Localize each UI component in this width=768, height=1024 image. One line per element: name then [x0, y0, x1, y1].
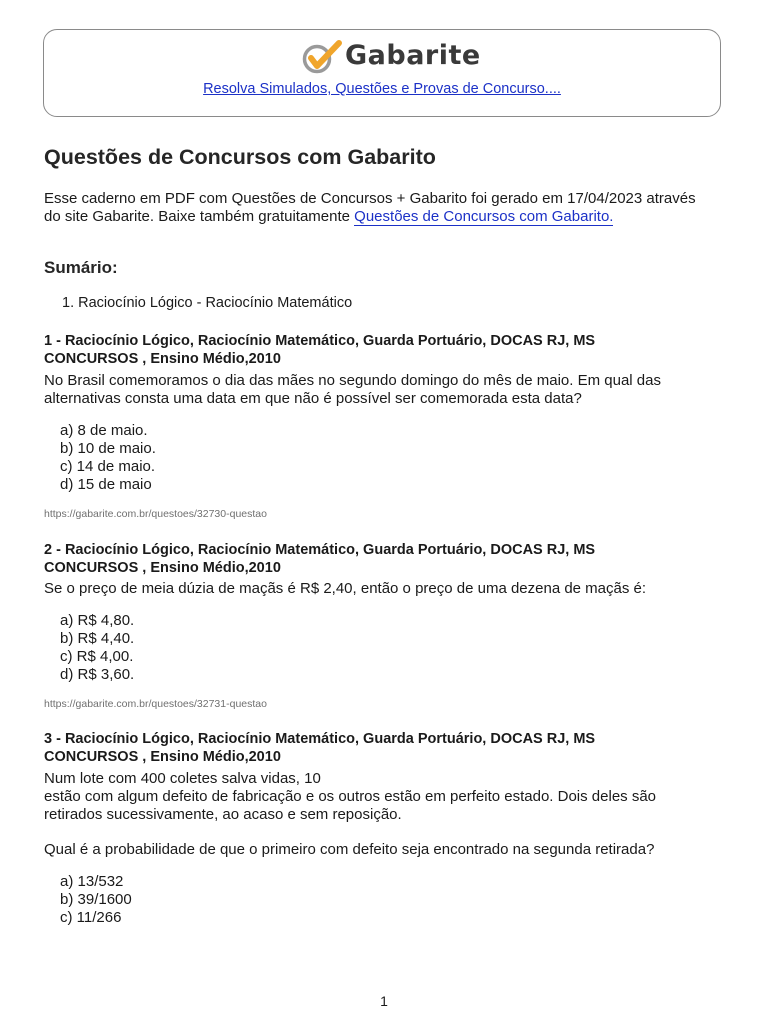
- question-3-text: [44, 770, 724, 824]
- page-number: 1: [380, 993, 388, 1009]
- question-header-line: CONCURSOS , Ensino Médio,2010: [44, 749, 281, 765]
- option-c[interactable]: c) 14 de maio.: [60, 458, 156, 475]
- question-3-options: [60, 873, 132, 927]
- question-2-header: [44, 541, 684, 577]
- option-a[interactable]: a) R$ 4,80.: [60, 612, 135, 629]
- header-box: [43, 29, 721, 117]
- question-header-line: CONCURSOS , Ensino Médio,2010: [44, 560, 281, 576]
- option-c[interactable]: c) R$ 4,00.: [60, 648, 134, 665]
- question-text-line: Qual é a probabilidade de que o primeiro com defeito seja encontrado na segunda retirada?: [44, 841, 655, 858]
- gabarite-logo[interactable]: [302, 39, 481, 75]
- question-text-line: retirados sucessivamente, ao acaso e sem reposição.: [44, 806, 402, 823]
- logo-text: Gabarite: [345, 40, 481, 71]
- question-text-line: Num lote com 400 coletes salva vidas, 10: [44, 770, 321, 787]
- question-1-text: [44, 372, 724, 408]
- option-b[interactable]: b) R$ 4,40.: [60, 630, 135, 647]
- option-a[interactable]: a) 8 de maio.: [60, 422, 148, 439]
- question-header-line: CONCURSOS , Ensino Médio,2010: [44, 351, 281, 367]
- question-text-line: estão com algum defeito de fabricação e os outros estão em perfeito estado. Dois deles são: [44, 788, 657, 805]
- header-link[interactable]: Resolva Simulados, Questões e Provas de Concurso....: [203, 81, 561, 97]
- summary-item[interactable]: 1. Raciocínio Lógico - Raciocínio Matemático: [62, 295, 353, 311]
- option-b[interactable]: b) 39/1600: [60, 891, 132, 908]
- option-d[interactable]: d) R$ 3,60.: [60, 666, 135, 683]
- question-3-header: [44, 730, 684, 766]
- intro-link[interactable]: Questões de Concursos com Gabarito.: [354, 208, 614, 225]
- option-b[interactable]: b) 10 de maio.: [60, 440, 156, 457]
- option-a[interactable]: a) 13/532: [60, 873, 124, 890]
- question-2-text: [44, 580, 724, 598]
- question-1-url[interactable]: https://gabarite.com.br/questoes/32730-questao: [44, 508, 267, 520]
- intro-text-line1: Esse caderno em PDF com Questões de Concursos + Gabarito foi gerado em 17/04/2023 através: [44, 190, 696, 207]
- question-3-prompt: [44, 841, 724, 859]
- question-text-line: No Brasil comemoramos o dia das mães no segundo domingo do mês de maio. Em qual das: [44, 372, 661, 389]
- intro-paragraph: [44, 190, 734, 226]
- question-text-line: Se o preço de meia dúzia de maçãs é R$ 2,40, então o preço de uma dezena de maçãs é:: [44, 580, 647, 597]
- intro-text-line2: do site Gabarite. Baixe também gratuitamente: [44, 208, 355, 225]
- option-d[interactable]: d) 15 de maio: [60, 476, 152, 493]
- page-title: Questões de Concursos com Gabarito: [44, 145, 436, 169]
- question-1-options: [60, 422, 156, 494]
- question-header-line: 3 - Raciocínio Lógico, Raciocínio Matemático, Guarda Portuário, DOCAS RJ, MS: [44, 731, 596, 747]
- question-2-options: [60, 612, 134, 684]
- option-c[interactable]: c) 11/266: [60, 909, 122, 926]
- question-1-header: [44, 332, 684, 368]
- checkmark-logo-icon: [302, 39, 344, 75]
- question-text-line: alternativas consta uma data em que não é possível ser comemorada esta data?: [44, 390, 582, 407]
- summary-title: Sumário:: [44, 258, 118, 277]
- question-header-line: 1 - Raciocínio Lógico, Raciocínio Matemático, Guarda Portuário, DOCAS RJ, MS: [44, 333, 596, 349]
- question-2-url[interactable]: https://gabarite.com.br/questoes/32731-questao: [44, 698, 267, 710]
- question-header-line: 2 - Raciocínio Lógico, Raciocínio Matemático, Guarda Portuário, DOCAS RJ, MS: [44, 542, 596, 558]
